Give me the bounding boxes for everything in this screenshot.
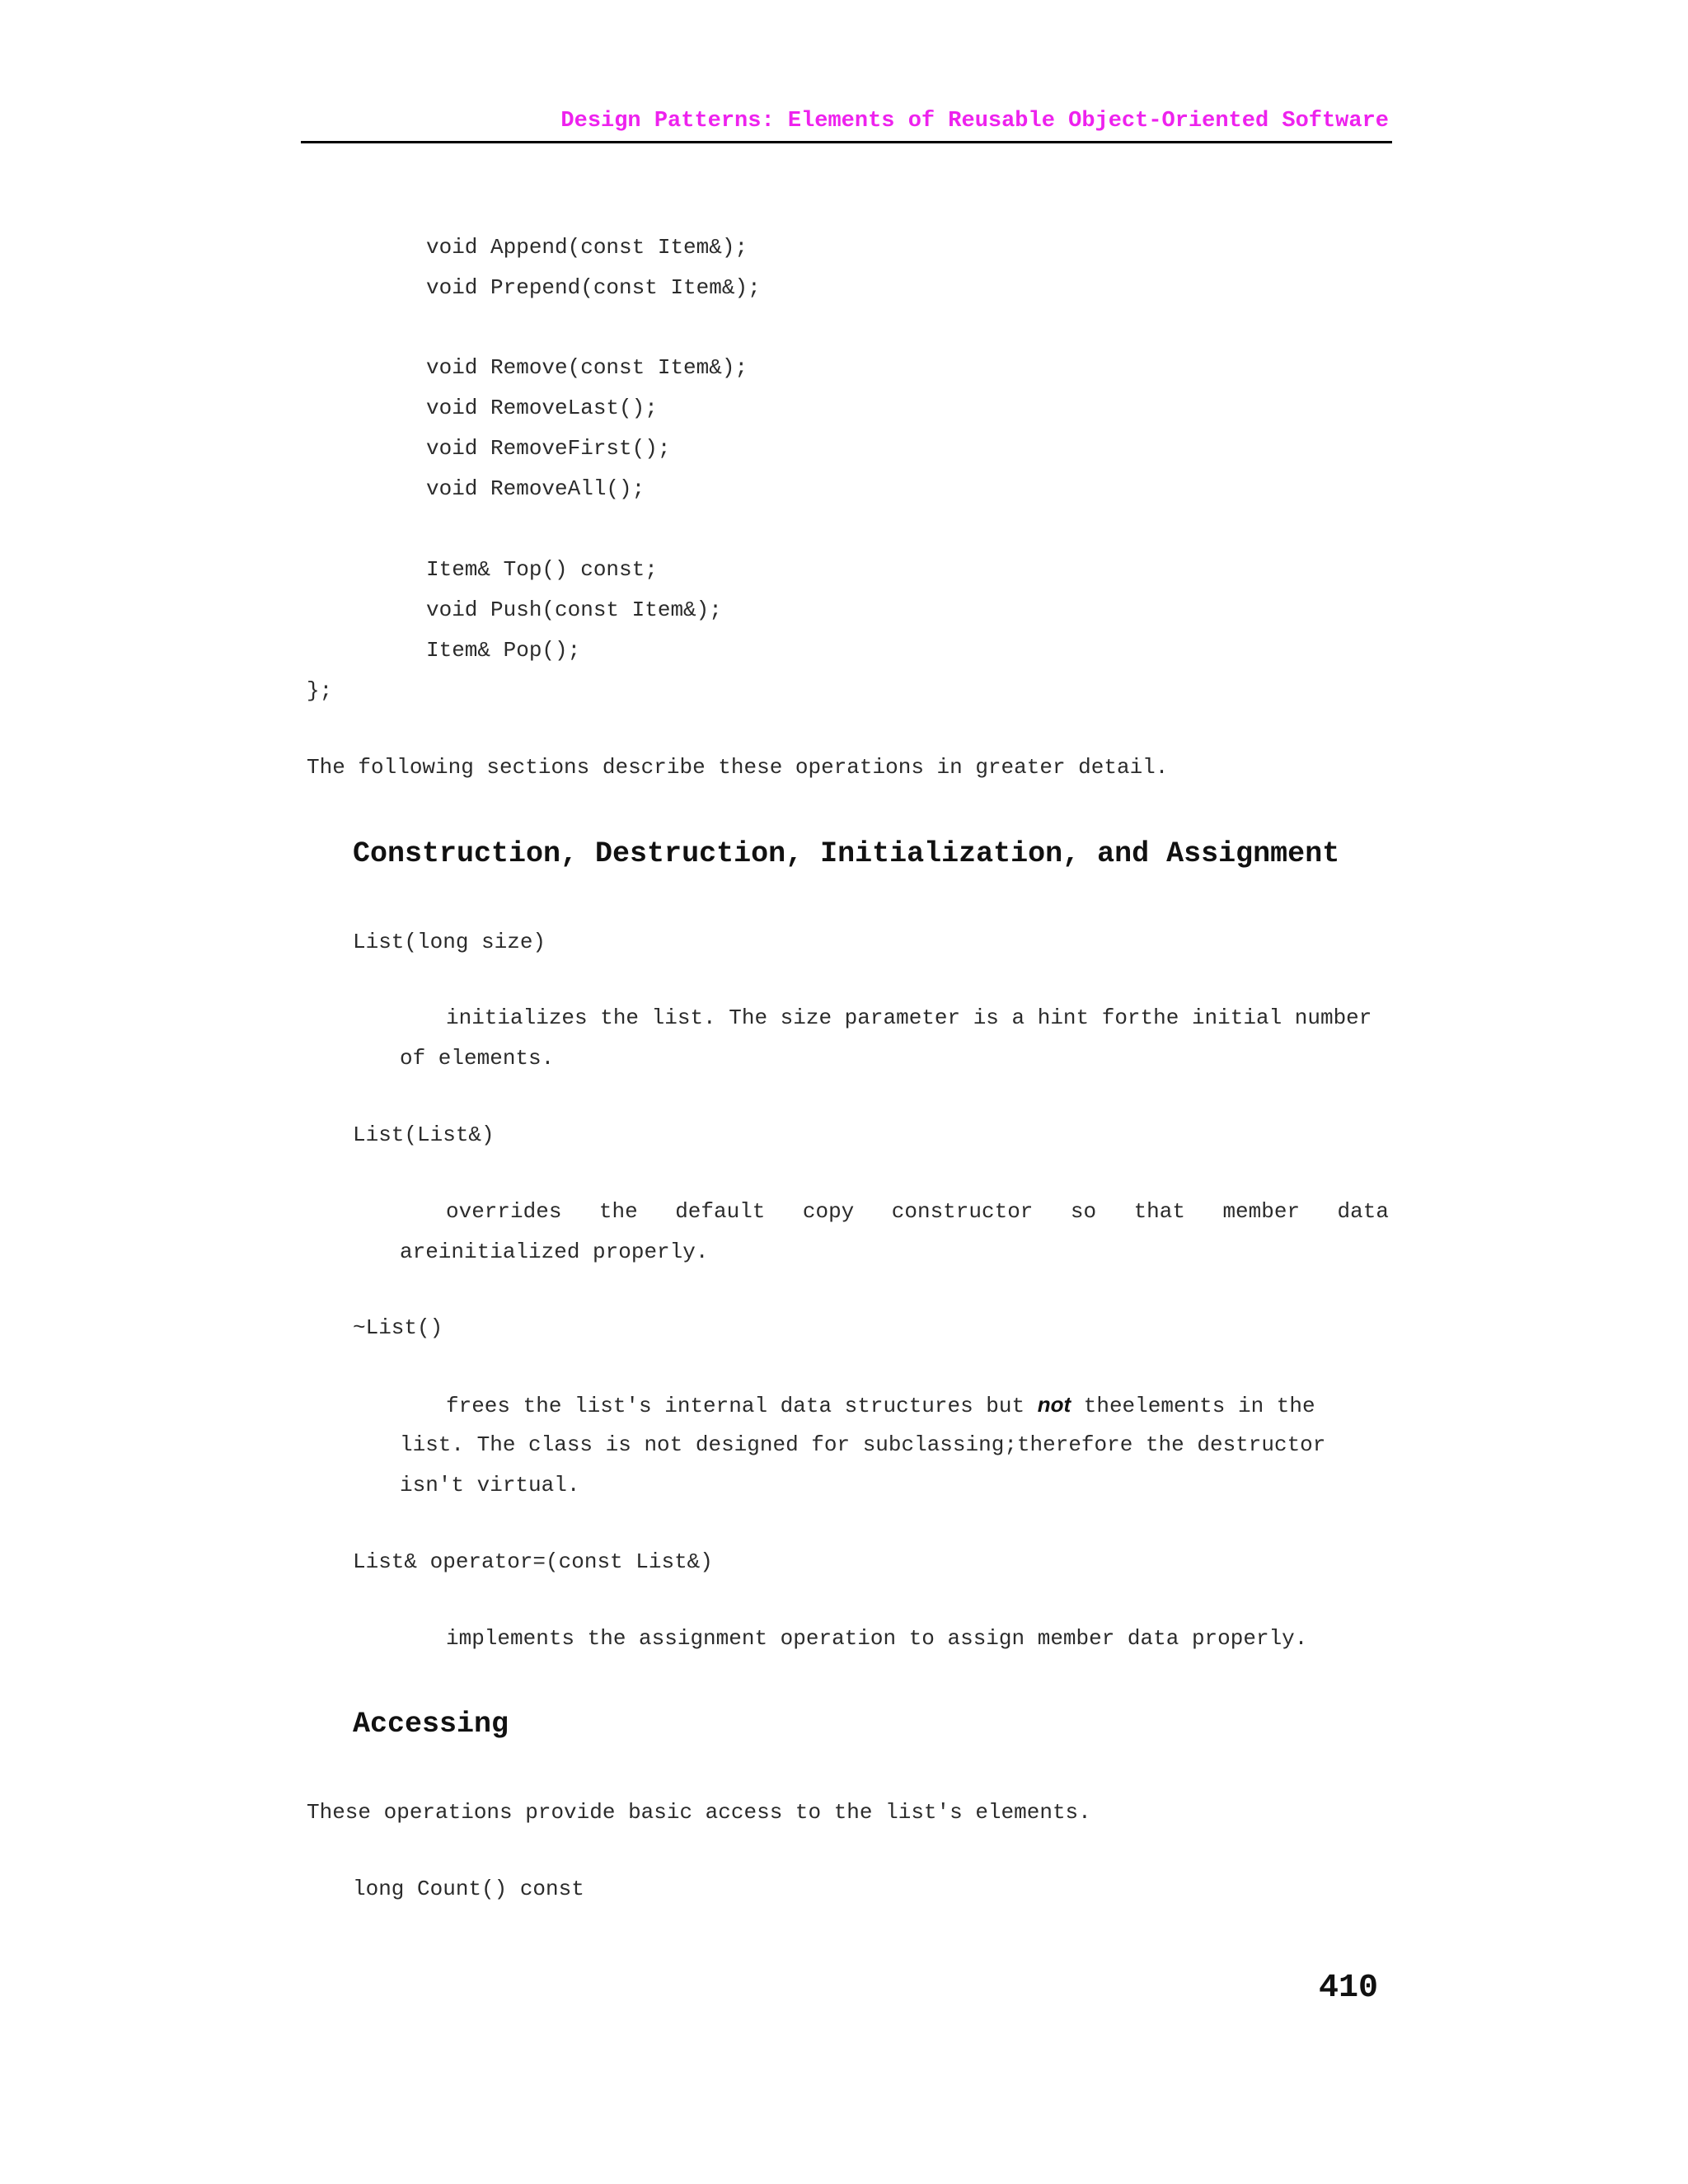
word: the: [598, 1199, 638, 1224]
description-line: implements the assignment operation to assign member data properly.: [446, 1626, 1308, 1651]
description-line: [446, 1392, 1315, 1418]
signature-copy-constructor: List(List&): [353, 1122, 495, 1147]
word: so: [1070, 1199, 1097, 1224]
word: constructor: [891, 1199, 1034, 1224]
code-line: void Remove(const Item&);: [426, 355, 748, 380]
description-line: isn't virtual.: [400, 1473, 580, 1497]
header-rule: [301, 141, 1392, 143]
description-line: of elements.: [400, 1046, 555, 1071]
signature-assignment-operator: List& operator=(const List&): [353, 1549, 713, 1574]
word: overrides: [446, 1199, 562, 1224]
code-line: Item& Top() const;: [426, 557, 658, 582]
description-line-justified: [446, 1199, 1389, 1224]
code-line: void RemoveAll();: [426, 476, 645, 501]
word: default: [675, 1199, 766, 1224]
intro-paragraph: The following sections describe these operations in greater detail.: [307, 755, 1169, 780]
emphasis-not: not: [1037, 1392, 1071, 1417]
word: that: [1133, 1199, 1185, 1224]
code-line: void Prepend(const Item&);: [426, 275, 761, 300]
signature-list-long-size: List(long size): [353, 930, 546, 954]
code-line: void Push(const Item&);: [426, 598, 722, 622]
code-line: void RemoveFirst();: [426, 436, 671, 461]
running-header: Design Patterns: Elements of Reusable Object-Oriented Software: [560, 109, 1389, 134]
code-line: void RemoveLast();: [426, 396, 658, 420]
description-text: frees the list's internal data structures but: [446, 1394, 1038, 1418]
accessing-intro-paragraph: These operations provide basic access to the list's elements.: [307, 1800, 1091, 1825]
code-line: Item& Pop();: [426, 638, 581, 663]
page-number: 410: [1318, 1970, 1378, 2007]
description-line: initializes the list. The size parameter is a hint forthe initial number: [446, 1005, 1372, 1030]
description-line: areinitialized properly.: [400, 1240, 709, 1264]
code-line: void Append(const Item&);: [426, 235, 748, 260]
word: member: [1222, 1199, 1301, 1224]
code-closing-brace: };: [307, 678, 333, 703]
section-heading-accessing: Accessing: [353, 1708, 509, 1741]
section-heading-construction: Construction, Destruction, Initialization, and Assignment: [353, 837, 1340, 870]
description-text: theelements in the: [1071, 1394, 1315, 1418]
signature-count: long Count() const: [353, 1877, 584, 1901]
signature-destructor: ~List(): [353, 1315, 443, 1340]
description-line: list. The class is not designed for subclassing;therefore the destructor: [400, 1432, 1326, 1457]
word: data: [1337, 1199, 1389, 1224]
word: copy: [802, 1199, 855, 1224]
